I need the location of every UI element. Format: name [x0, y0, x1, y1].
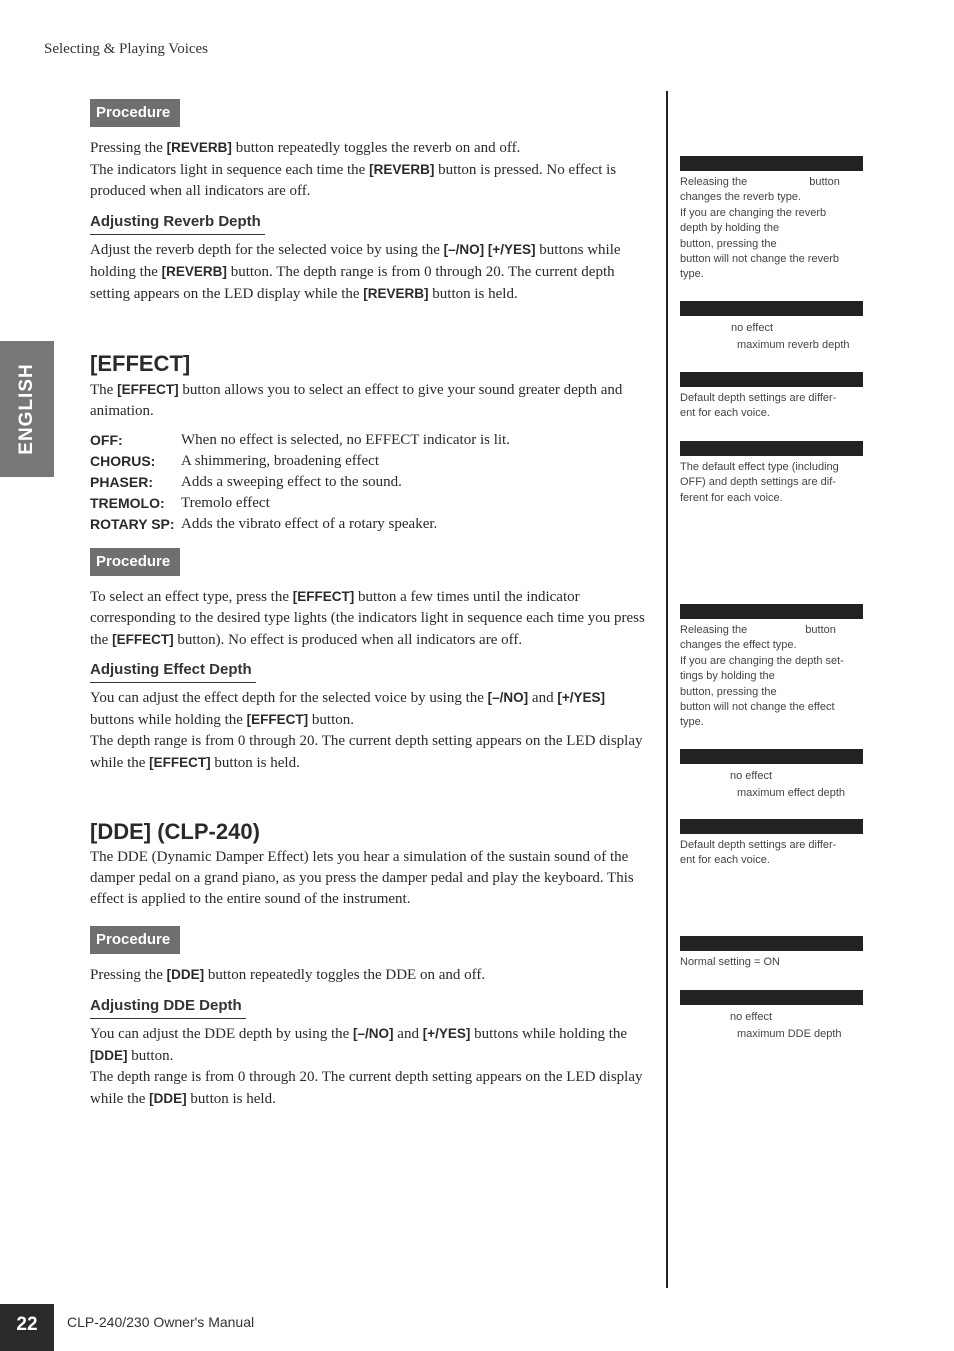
text: The indicators light in sequence each time the: [90, 162, 370, 178]
effect-desc: Tremolo effect: [181, 495, 270, 511]
button-ref: [DDE]: [149, 1091, 187, 1106]
text: no effect: [730, 770, 772, 782]
effect-intro: [90, 379, 646, 422]
text: button is held.: [186, 1091, 276, 1107]
note-bar: [680, 372, 863, 387]
list-item: [90, 493, 646, 514]
button-ref: [EFFECT]: [292, 589, 355, 604]
note-text: [680, 460, 863, 506]
sidebar-note-6: [680, 749, 863, 802]
effect-desc: A shimmering, broadening effect: [181, 453, 380, 469]
text: To select an effect type, press the: [90, 589, 293, 605]
sidebar-note-1: [680, 156, 863, 283]
text: The depth range is from 0 through 20. The current depth setting appears on the LED display while the: [90, 1069, 643, 1107]
effect-desc: When no effect is selected, no EFFECT indicator is lit.: [181, 432, 510, 448]
reverb-section: [90, 99, 646, 305]
text: Default depth settings are differ-: [680, 392, 837, 404]
button-ref: [DDE]: [90, 1048, 128, 1063]
effect-term: ROTARY SP:: [90, 516, 175, 532]
note-bar: [680, 604, 863, 619]
effect-desc: Adds the vibrato effect of a rotary speaker.: [181, 516, 438, 532]
text: maximum DDE depth: [737, 1028, 842, 1040]
text: The depth range is from 0 through 20. The current depth setting appears on the LED display while the: [90, 733, 643, 771]
text: depth by holding the: [680, 222, 780, 235]
text: and: [528, 690, 558, 706]
dde-intro: The DDE (Dynamic Damper Effect) lets you hear a simulation of the sustain sound of the damper pedal on a grand piano, as you press the damper pedal and play the keyboard. This effect is applied to the entire sound of the instrument.: [90, 849, 634, 907]
text: and: [393, 1026, 423, 1042]
list-item: [90, 430, 646, 451]
button-ref: [REVERB]: [161, 264, 227, 279]
text: button. The depth range is from 0 through 20. The current depth setting appears on the LED display while the: [90, 264, 615, 302]
dde-para-1: [90, 964, 646, 986]
sidebar-note-8: [680, 936, 863, 970]
text: If you are changing the reverb: [680, 206, 827, 219]
dde-para-2: [90, 1023, 646, 1110]
effect-depth-subhead: Adjusting Effect Depth: [90, 660, 256, 683]
text: Releasing the: [680, 624, 748, 636]
button-ref: [–/NO]: [353, 1026, 394, 1041]
text: button: [805, 624, 836, 636]
language-tab-label: ENGLISH: [16, 363, 37, 455]
button-ref: [REVERB]: [363, 286, 429, 301]
note-bar: [680, 936, 863, 951]
text: button will not change the effect: [680, 701, 835, 714]
text: Pressing the: [90, 967, 167, 983]
text: Releasing the: [680, 176, 748, 188]
language-tab: [0, 341, 54, 477]
text: type.: [680, 716, 704, 729]
procedure-label: Procedure: [90, 99, 180, 127]
text: button is pressed. No effect is produced when all indicators are off.: [90, 162, 617, 199]
text: button: [809, 176, 840, 188]
button-ref: [–/NO]: [487, 690, 529, 705]
text: no effect: [731, 322, 773, 334]
text: buttons while holding the: [90, 242, 621, 280]
dde-depth-subhead: Adjusting DDE Depth: [90, 996, 246, 1019]
text: OFF) and depth settings are dif-: [680, 476, 836, 489]
text: button repeatedly toggles the DDE on and off.: [204, 967, 486, 983]
effect-term: TREMOLO:: [90, 495, 165, 511]
effect-section: [90, 351, 646, 774]
text: button). No effect is produced when all indicators are off.: [173, 632, 523, 648]
text: no effect: [730, 1011, 772, 1023]
button-ref: [+/YES]: [557, 690, 605, 705]
text: button.: [127, 1048, 174, 1064]
text: Normal setting = ON: [680, 956, 780, 968]
note-bar: [680, 441, 863, 456]
reverb-depth-subhead: Adjusting Reverb Depth: [90, 212, 265, 235]
text: button is held.: [428, 286, 518, 302]
text: buttons while holding the: [90, 712, 247, 728]
text: Pressing the: [90, 140, 167, 156]
text: Adjust the reverb depth for the selected voice by using the: [90, 242, 444, 258]
text: button, pressing the: [680, 237, 777, 250]
effect-term: OFF:: [90, 432, 123, 448]
effect-para-1: [90, 586, 646, 651]
button-ref: [EFFECT]: [246, 712, 309, 727]
procedure-label: Procedure: [90, 548, 180, 576]
text: ent for each voice.: [680, 407, 770, 420]
effect-desc: Adds a sweeping effect to the sound.: [181, 474, 402, 490]
note-text: [680, 320, 863, 354]
text: maximum reverb depth: [737, 339, 850, 351]
note-bar: [680, 156, 863, 171]
sidebar-note-9: [680, 990, 863, 1043]
note-text: [680, 955, 863, 970]
text: If you are changing the depth set-: [680, 654, 844, 667]
effect-para-2: [90, 687, 646, 774]
effect-term: PHASER:: [90, 474, 154, 490]
list-item: [90, 451, 646, 472]
page-number-box: [0, 1304, 54, 1351]
text: You can adjust the effect depth for the selected voice by using the: [90, 690, 488, 706]
running-head: Selecting & Playing Voices: [44, 41, 209, 57]
text: You can adjust the DDE depth by using the: [90, 1026, 354, 1042]
button-ref: [DDE]: [166, 967, 205, 982]
text: changes the reverb type.: [680, 191, 802, 204]
dde-heading: [DDE] (CLP-240): [90, 819, 260, 844]
note-text: [680, 838, 863, 869]
text: changes the effect type.: [680, 639, 797, 652]
reverb-para-2: [90, 239, 646, 305]
button-ref: [–/NO] [+/YES]: [443, 242, 536, 257]
sidebar-note-7: [680, 819, 863, 869]
text: maximum effect depth: [737, 787, 846, 799]
text: ent for each voice.: [680, 854, 770, 867]
text: buttons while holding the: [470, 1026, 628, 1042]
text: The default effect type (including: [680, 461, 839, 473]
note-bar: [680, 749, 863, 764]
note-text: [680, 1009, 863, 1043]
note-bar: [680, 819, 863, 834]
button-ref: [REVERB]: [166, 140, 232, 155]
note-text: [680, 175, 863, 283]
text: button a few times until the indicator corresponding to the desired type lights (the indicators light in sequence each time you press the: [90, 589, 645, 648]
note-text: [680, 623, 863, 731]
procedure-label: Procedure: [90, 926, 180, 954]
button-ref: [EFFECT]: [117, 382, 179, 397]
note-text: [680, 391, 863, 422]
effect-term: CHORUS:: [90, 453, 156, 469]
text: ferent for each voice.: [680, 491, 783, 504]
sidebar-note-3: [680, 372, 863, 422]
list-item: [90, 472, 646, 493]
text: button repeatedly toggles the reverb on and off.: [231, 140, 521, 156]
column-divider: [666, 91, 668, 1288]
list-item: [90, 514, 646, 535]
button-ref: [EFFECT]: [112, 632, 174, 647]
note-text: [680, 768, 863, 802]
reverb-para-1: [90, 137, 646, 202]
note-bar: [680, 990, 863, 1005]
text: button allows you to select an effect to give your sound greater depth and animation.: [90, 382, 623, 419]
button-ref: [REVERB]: [369, 162, 435, 177]
effect-type-list: [90, 430, 646, 535]
text: The: [90, 382, 118, 398]
button-ref: [+/YES]: [422, 1026, 471, 1041]
sidebar-note-2: [680, 301, 863, 354]
footer-title: CLP-240/230 Owner's Manual: [67, 1314, 255, 1330]
text: button is held.: [210, 755, 300, 771]
sidebar-note-4: [680, 441, 863, 506]
button-ref: [EFFECT]: [149, 755, 211, 770]
note-bar: [680, 301, 863, 316]
text: type.: [680, 268, 704, 281]
text: button.: [308, 712, 355, 728]
dde-section: [90, 819, 646, 1110]
sidebar-note-5: [680, 604, 863, 731]
text: tings by holding the: [680, 670, 775, 683]
effect-heading: [EFFECT]: [90, 351, 191, 376]
text: button will not change the reverb: [680, 253, 839, 266]
page-number: 22: [16, 1314, 38, 1335]
text: button, pressing the: [680, 685, 777, 698]
text: Default depth settings are differ-: [680, 839, 837, 851]
